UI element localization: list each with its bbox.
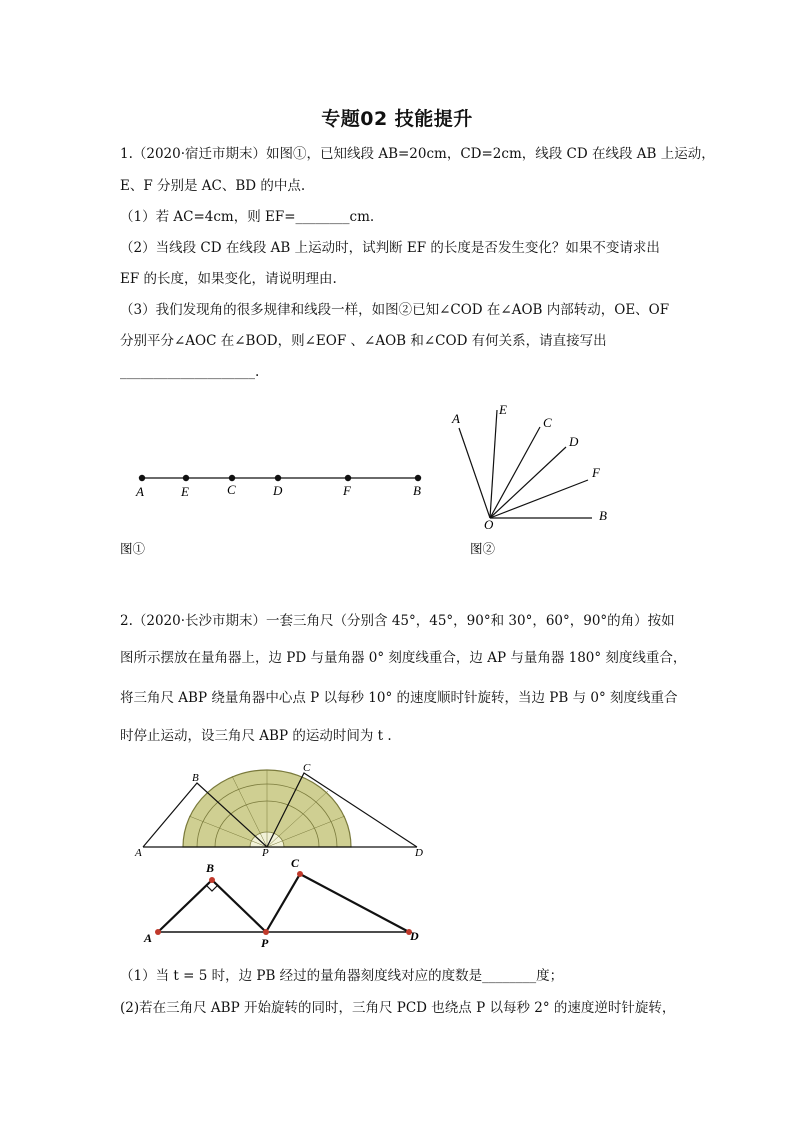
- top-label-c: C: [303, 762, 311, 774]
- top-label-a: A: [135, 847, 142, 859]
- fig2-label-e: E: [499, 402, 507, 417]
- q2-line-1: 2.（2020·长沙市期末）一套三角尺（分别含 45°，45°，90°和 30°，60°，90°的角）按如: [120, 613, 675, 629]
- q1-line-4: （2）当线段 CD 在线段 AB 上运动时，试判断 EF 的长度是否发生变化？如果不变请求出: [120, 240, 660, 256]
- bottom-triangles: [158, 874, 409, 932]
- q2-line-3: 将三角尺 ABP 绕量角器中心点 P 以每秒 10° 的速度顺时针旋转，当边 PB 与 0° 刻度线重合: [120, 690, 678, 706]
- q1-line-6: （3）我们发现角的很多规律和线段一样，如图②已知∠COD 在∠AOB 内部转动，OE、OF: [120, 302, 670, 318]
- bottom-point-a: [155, 929, 161, 935]
- fig2-label-o: O: [484, 517, 494, 532]
- bottom-label-d: D: [410, 929, 419, 943]
- bottom-point-c: [297, 871, 303, 877]
- fig1-label-b: B: [413, 483, 421, 498]
- top-label-p: P: [262, 847, 269, 859]
- bottom-label-p: P: [261, 936, 269, 950]
- q1-line-7: 分别平分∠AOC 在∠BOD，则∠EOF 、∠AOB 和∠COD 有何关系，请直接写出: [120, 333, 607, 349]
- fig2-label-a: A: [452, 411, 460, 426]
- q2-line-4: 时停止运动，设三角尺 ABP 的运动时间为 t .: [120, 728, 392, 744]
- fig2-caption: 图②: [470, 541, 496, 556]
- fig1-label-f: F: [343, 483, 351, 498]
- q2-line-2: 图所示摆放在量角器上，边 PD 与量角器 0° 刻度线重合，边 AP 与量角器 180° 刻度线重合，: [120, 650, 687, 666]
- fig1-caption: 图①: [120, 541, 146, 556]
- top-label-b: B: [192, 772, 199, 784]
- q2-sub-2: (2)若在三角尺 ABP 开始旋转的同时，三角尺 PCD 也绕点 P 以每秒 2° 的速度逆时针旋转，: [120, 1000, 676, 1016]
- q1-line-8: ____________________.: [120, 364, 260, 380]
- fig1-label-c: C: [227, 482, 236, 497]
- fig2-label-c: C: [543, 415, 552, 430]
- fig2-label-d: D: [569, 434, 579, 449]
- bottom-label-b: B: [206, 861, 215, 875]
- top-label-d: D: [415, 847, 423, 859]
- fig1-label-e: E: [181, 484, 189, 499]
- q1-line-5: EF 的长度，如果变化，请说明理由.: [120, 271, 337, 287]
- bottom-label-a: A: [144, 931, 153, 945]
- q2-sub-1: （1）当 t = 5 时，边 PB 经过的量角器刻度线对应的度数是________度；: [120, 968, 564, 984]
- bottom-point-p: [263, 929, 269, 935]
- fig2-label-f: F: [592, 465, 600, 480]
- bottom-label-c: C: [291, 856, 300, 870]
- fig2-label-b: B: [599, 508, 607, 523]
- page-title: 专题02 技能提升: [321, 108, 473, 130]
- q1-line-2: E、F 分别是 AC、BD 的中点.: [120, 178, 306, 194]
- q1-line-1: 1.（2020·宿迁市期末）如图①，已知线段 AB=20cm，CD=2cm，线段 CD 在线段 AB 上运动，: [120, 146, 715, 162]
- q1-line-3: （1）若 AC=4cm，则 EF=________cm.: [120, 209, 375, 225]
- bottom-point-b: [209, 877, 215, 883]
- fig1-label-a: A: [136, 484, 144, 499]
- fig1-label-d: D: [273, 483, 283, 498]
